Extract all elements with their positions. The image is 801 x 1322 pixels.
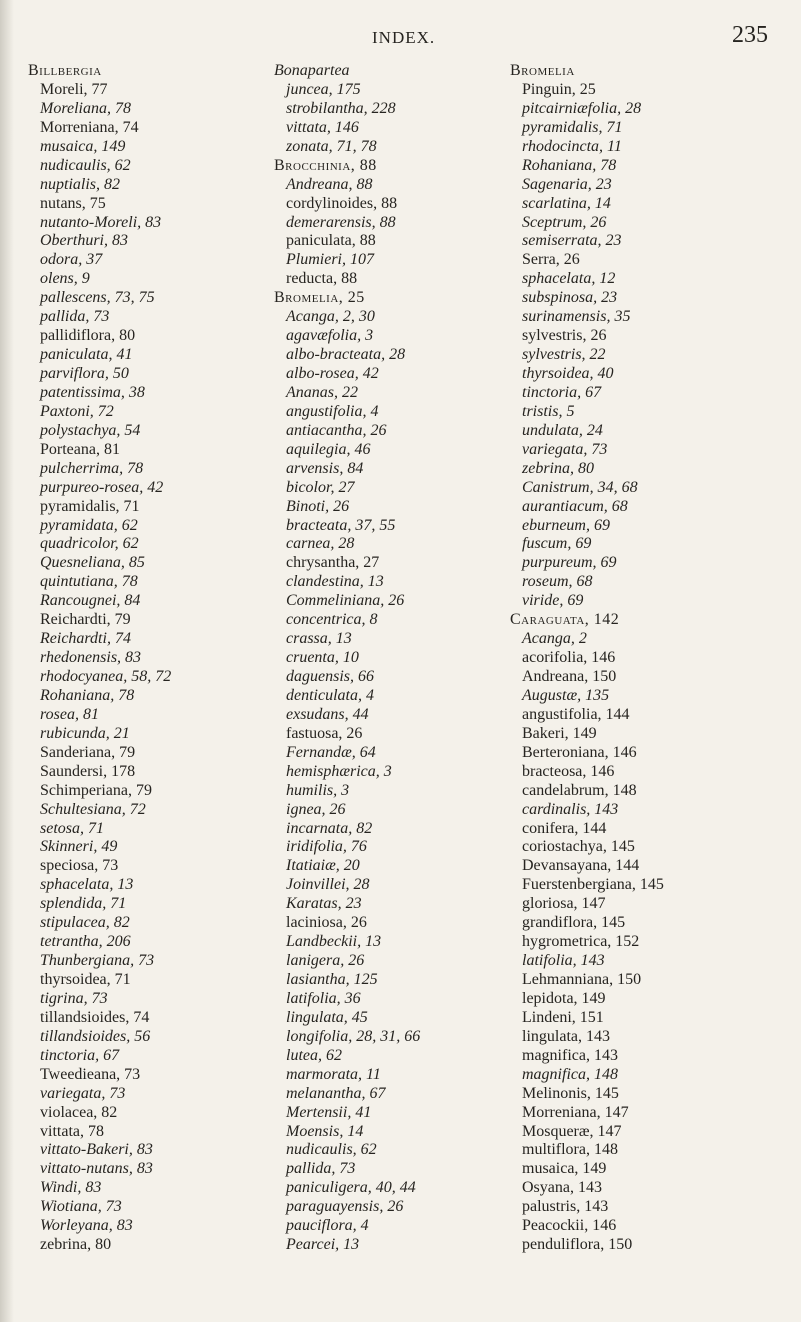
index-entry: pallida, 73 bbox=[40, 308, 110, 326]
index-entry: pallida, 73 bbox=[286, 1160, 356, 1178]
index-entry: lingulata, 45 bbox=[286, 1008, 368, 1026]
index-entry: demerarensis, 88 bbox=[286, 213, 396, 231]
index-entry: zonata, 71, 78 bbox=[286, 137, 377, 155]
index-entry: sylvestris, 22 bbox=[522, 346, 606, 364]
index-entry: Landbeckii, 13 bbox=[286, 933, 382, 951]
index-entry: Karatas, 23 bbox=[286, 895, 362, 913]
genus-heading: Brocchinia, 88 bbox=[274, 156, 377, 174]
index-entry: albo-rosea, 42 bbox=[286, 365, 379, 382]
index-entry: cardinalis, 143 bbox=[522, 800, 619, 818]
index-entry: penduliflora, 150 bbox=[522, 1236, 633, 1254]
page-gutter-shadow bbox=[0, 0, 14, 1322]
index-entry: Paxtoni, 72 bbox=[40, 402, 114, 420]
index-entry: aquilegia, 46 bbox=[286, 440, 371, 458]
index-entry: Tweedieana, 73 bbox=[40, 1065, 141, 1083]
running-title: INDEX. bbox=[372, 28, 436, 47]
index-entry: Plumieri, 107 bbox=[286, 251, 374, 269]
index-entry: fuscum, 69 bbox=[522, 535, 592, 553]
index-entry: quintutiana, 78 bbox=[40, 573, 138, 591]
index-entry: undulata, 24 bbox=[522, 421, 603, 439]
index-entry: Pearcei, 13 bbox=[286, 1236, 360, 1254]
index-entry: nuptialis, 82 bbox=[40, 175, 121, 193]
index-entry: lanigera, 26 bbox=[286, 952, 365, 970]
index-entry: albo-bracteata, 28 bbox=[286, 346, 406, 364]
index-entry: Rancougnei, 84 bbox=[40, 592, 141, 610]
index-entry: melanantha, 67 bbox=[286, 1084, 386, 1102]
index-entry: carnea, 28 bbox=[286, 535, 355, 553]
index-entry: pyramidalis, 71 bbox=[40, 497, 140, 515]
index-entry: Morreniana, 74 bbox=[40, 118, 139, 136]
index-entry: Schimperiana, 79 bbox=[40, 781, 152, 799]
index-entry: Serra, 26 bbox=[522, 251, 580, 269]
index-entry: paniculata, 88 bbox=[286, 232, 376, 250]
index-entry: bicolor, 27 bbox=[286, 478, 355, 496]
index-entry: strobilantha, 228 bbox=[286, 99, 396, 117]
index-entry: polystachya, 54 bbox=[40, 421, 141, 439]
index-entry: thyrsoidea, 40 bbox=[522, 365, 614, 382]
index-entry: sphacelata, 13 bbox=[40, 876, 134, 894]
index-entry: Saundersi, 178 bbox=[40, 762, 136, 780]
index-entry: rhodocyanea, 58, 72 bbox=[40, 668, 172, 685]
index-entry: vittata, 78 bbox=[40, 1122, 104, 1140]
index-entry: angustifolia, 144 bbox=[522, 705, 630, 723]
index-entry: musaica, 149 bbox=[522, 1160, 607, 1178]
index-entry: Ananas, 22 bbox=[286, 383, 358, 401]
index-entry: pauciflora, 4 bbox=[286, 1217, 369, 1235]
index-entry: agavæfolia, 3 bbox=[286, 327, 374, 345]
index-entry: patentissima, 38 bbox=[40, 383, 145, 401]
index-entry: rosea, 81 bbox=[40, 705, 99, 723]
index-entry: odora, 37 bbox=[40, 251, 103, 269]
index-entry: purpureum, 69 bbox=[522, 554, 617, 572]
genus-heading: Bromelia, 25 bbox=[274, 289, 365, 307]
index-entry: zebrina, 80 bbox=[522, 459, 594, 477]
index-entry: setosa, 71 bbox=[40, 819, 104, 837]
index-entry: rhodocincta, 11 bbox=[522, 137, 622, 155]
index-entry: rhedonensis, 83 bbox=[40, 649, 142, 667]
index-entry: Canistrum, 34, 68 bbox=[522, 478, 638, 496]
index-entry: speciosa, 73 bbox=[40, 857, 119, 875]
index-column-1 bbox=[28, 62, 171, 1255]
index-entry: variegata, 73 bbox=[40, 1084, 126, 1102]
index-entry: angustifolia, 4 bbox=[286, 402, 379, 420]
index-entry: tristis, 5 bbox=[522, 402, 575, 420]
index-entry: hemisphærica, 3 bbox=[286, 762, 392, 780]
index-entry: musaica, 149 bbox=[40, 137, 126, 155]
index-entry: Lehmanniana, 150 bbox=[522, 971, 642, 988]
index-entry: crassa, 13 bbox=[286, 630, 352, 648]
index-entry: iridifolia, 76 bbox=[286, 838, 367, 856]
page-number: 235 bbox=[732, 22, 768, 48]
index-entry: variegata, 73 bbox=[522, 440, 608, 458]
index-entry: Bonapartea bbox=[274, 62, 350, 79]
index-entry: gloriosa, 147 bbox=[522, 895, 606, 913]
index-entry: paraguayensis, 26 bbox=[286, 1198, 404, 1216]
index-entry: Lindeni, 151 bbox=[522, 1008, 604, 1026]
index-entry: vittato-nutans, 83 bbox=[40, 1160, 153, 1178]
index-entry: stipulacea, 82 bbox=[40, 914, 130, 932]
index-entry: Quesneliana, 85 bbox=[40, 554, 145, 572]
index-entry: bracteata, 37, 55 bbox=[286, 516, 396, 534]
index-entry: latifolia, 36 bbox=[286, 989, 361, 1007]
index-entry: denticulata, 4 bbox=[286, 686, 374, 704]
index-entry: laciniosa, 26 bbox=[286, 914, 367, 932]
index-entry: acorifolia, 146 bbox=[522, 649, 616, 667]
index-entry: surinamensis, 35 bbox=[522, 308, 631, 326]
index-entry: Andreana, 88 bbox=[286, 175, 373, 193]
index-entry: tinctoria, 67 bbox=[522, 383, 602, 401]
index-entry: clandestina, 13 bbox=[286, 573, 384, 591]
index-entry: candelabrum, 148 bbox=[522, 781, 637, 799]
index-entry: pulcherrima, 78 bbox=[40, 459, 144, 477]
page-header bbox=[0, 18, 801, 48]
index-entry: Morreniana, 147 bbox=[522, 1103, 629, 1121]
index-entry: Itatiaiæ, 20 bbox=[286, 857, 360, 875]
index-entry: incarnata, 82 bbox=[286, 819, 373, 837]
index-entry: Moreliana, 78 bbox=[40, 99, 131, 117]
index-entry: Pinguin, 25 bbox=[522, 80, 596, 98]
index-entry: reducta, 88 bbox=[286, 270, 358, 288]
index-entry: Devansayana, 144 bbox=[522, 857, 640, 875]
index-entry: Fuerstenbergiana, 145 bbox=[522, 876, 664, 894]
index-entry: tetrantha, 206 bbox=[40, 933, 131, 951]
index-entry: lingulata, 143 bbox=[522, 1027, 610, 1045]
index-entry: sylvestris, 26 bbox=[522, 327, 607, 345]
index-entry: tigrina, 73 bbox=[40, 989, 108, 1007]
index-entry: Moreli, 77 bbox=[40, 80, 108, 98]
index-entry: hygrometrica, 152 bbox=[522, 933, 640, 951]
index-entry: exsudans, 44 bbox=[286, 705, 369, 723]
index-entry: Thunbergiana, 73 bbox=[40, 952, 155, 970]
index-entry: coriostachya, 145 bbox=[522, 838, 635, 856]
index-entry: Commeliniana, 26 bbox=[286, 592, 405, 610]
index-entry: Acanga, 2, 30 bbox=[286, 308, 375, 326]
index-entry: Acanga, 2 bbox=[522, 630, 587, 648]
index-entry: nutans, 75 bbox=[40, 194, 106, 212]
index-entry: aurantiacum, 68 bbox=[522, 497, 628, 515]
index-entry: thyrsoidea, 71 bbox=[40, 971, 131, 988]
index-entry: quadricolor, 62 bbox=[40, 535, 139, 553]
index-entry: pyramidata, 62 bbox=[40, 516, 138, 534]
index-column-2 bbox=[274, 62, 420, 1255]
index-entry: lepidota, 149 bbox=[522, 989, 606, 1007]
index-entry: Mertensii, 41 bbox=[286, 1103, 372, 1121]
index-entry: antiacantha, 26 bbox=[286, 421, 387, 439]
index-entry: Porteana, 81 bbox=[40, 440, 120, 458]
index-entry: eburneum, 69 bbox=[522, 516, 610, 534]
index-entry: subspinosa, 23 bbox=[522, 289, 618, 307]
index-entry: fastuosa, 26 bbox=[286, 724, 363, 742]
index-entry: purpureo-rosea, 42 bbox=[40, 478, 164, 496]
index-entry: grandiflora, 145 bbox=[522, 914, 626, 932]
index-entry: latifolia, 143 bbox=[522, 952, 605, 970]
index-entry: Wiotiana, 73 bbox=[40, 1198, 122, 1216]
index-entry: nudicaulis, 62 bbox=[40, 156, 131, 174]
index-entry: arvensis, 84 bbox=[286, 459, 364, 477]
index-entry: semiserrata, 23 bbox=[522, 232, 622, 250]
index-entry: Mosqueræ, 147 bbox=[522, 1122, 622, 1140]
index-entry: Peacockii, 146 bbox=[522, 1217, 617, 1235]
index-entry: Melinonis, 145 bbox=[522, 1084, 619, 1102]
index-entry: Oberthuri, 83 bbox=[40, 232, 128, 250]
index-entry: pitcairniæfolia, 28 bbox=[522, 99, 642, 117]
index-entry: rubicunda, 21 bbox=[40, 724, 130, 742]
index-entry: juncea, 175 bbox=[286, 80, 361, 98]
index-entry: cruenta, 10 bbox=[286, 649, 359, 667]
index-entry: Binoti, 26 bbox=[286, 497, 350, 515]
index-entry: Worleyana, 83 bbox=[40, 1217, 133, 1235]
index-entry: tillandsioides, 74 bbox=[40, 1008, 150, 1026]
index-entry: violacea, 82 bbox=[40, 1103, 118, 1121]
index-entry: nudicaulis, 62 bbox=[286, 1141, 377, 1159]
index-entry: ignea, 26 bbox=[286, 800, 346, 818]
index-entry: cordylinoides, 88 bbox=[286, 194, 398, 212]
index-entry: parviflora, 50 bbox=[40, 365, 129, 382]
index-entry: sphacelata, 12 bbox=[522, 270, 616, 288]
index-entry: tillandsioides, 56 bbox=[40, 1027, 151, 1045]
index-entry: bracteosa, 146 bbox=[522, 762, 615, 780]
index-entry: multiflora, 148 bbox=[522, 1141, 618, 1159]
genus-heading: Billbergia bbox=[28, 62, 102, 79]
index-entry: conifera, 144 bbox=[522, 819, 607, 837]
index-entry: Rohaniana, 78 bbox=[522, 156, 617, 174]
index-entry: humilis, 3 bbox=[286, 781, 350, 799]
index-entry: pyramidalis, 71 bbox=[522, 118, 623, 136]
index-entry: concentrica, 8 bbox=[286, 611, 378, 629]
index-entry: Reichardti, 74 bbox=[40, 630, 131, 648]
index-entry: lutea, 62 bbox=[286, 1046, 342, 1064]
index-entry: viride, 69 bbox=[522, 592, 584, 610]
index-entry: roseum, 68 bbox=[522, 573, 593, 591]
index-entry: marmorata, 11 bbox=[286, 1065, 381, 1083]
index-entry: magnifica, 143 bbox=[522, 1046, 618, 1064]
index-entry: paniculigera, 40, 44 bbox=[286, 1179, 416, 1197]
index-entry: Moensis, 14 bbox=[286, 1122, 364, 1140]
index-entry: olens, 9 bbox=[40, 270, 90, 288]
index-entry: Skinneri, 49 bbox=[40, 838, 118, 856]
index-entry: Sceptrum, 26 bbox=[522, 213, 607, 231]
index-entry: Sanderiana, 79 bbox=[40, 743, 136, 761]
index-entry: Windi, 83 bbox=[40, 1179, 102, 1197]
index-entry: Reichardti, 79 bbox=[40, 611, 131, 629]
index-entry: Schultesiana, 72 bbox=[40, 800, 146, 818]
index-entry: palustris, 143 bbox=[522, 1198, 609, 1216]
index-entry: longifolia, 28, 31, 66 bbox=[286, 1027, 421, 1045]
index-entry: tinctoria, 67 bbox=[40, 1046, 120, 1064]
index-entry: Sagenaria, 23 bbox=[522, 175, 612, 193]
index-entry: Augustæ, 135 bbox=[522, 686, 610, 704]
index-entry: magnifica, 148 bbox=[522, 1065, 618, 1083]
index-entry: vittata, 146 bbox=[286, 118, 359, 136]
index-entry: Bakeri, 149 bbox=[522, 724, 597, 742]
index-entry: Osyana, 143 bbox=[522, 1179, 602, 1197]
index-entry: vittato-Bakeri, 83 bbox=[40, 1141, 153, 1159]
genus-heading: Bromelia bbox=[510, 62, 575, 79]
index-entry: splendida, 71 bbox=[40, 895, 127, 913]
index-entry: zebrina, 80 bbox=[40, 1236, 112, 1254]
index-entry: paniculata, 41 bbox=[40, 346, 133, 364]
index-entry: Rohaniana, 78 bbox=[40, 686, 135, 704]
index-entry: daguensis, 66 bbox=[286, 668, 374, 685]
index-entry: Berteroniana, 146 bbox=[522, 743, 637, 761]
index-entry: Fernandæ, 64 bbox=[286, 743, 376, 761]
index-entry: chrysantha, 27 bbox=[286, 554, 380, 572]
index-entry: Andreana, 150 bbox=[522, 668, 617, 685]
index-entry: nutanto-Moreli, 83 bbox=[40, 213, 162, 231]
genus-heading: Caraguata, 142 bbox=[510, 611, 620, 629]
index-column-3 bbox=[510, 62, 664, 1255]
index-entry: Joinvillei, 28 bbox=[286, 876, 370, 894]
index-entry: pallescens, 73, 75 bbox=[40, 289, 155, 307]
index-entry: lasiantha, 125 bbox=[286, 971, 378, 988]
index-entry: scarlatina, 14 bbox=[522, 194, 611, 212]
index-entry: pallidiflora, 80 bbox=[40, 327, 136, 345]
